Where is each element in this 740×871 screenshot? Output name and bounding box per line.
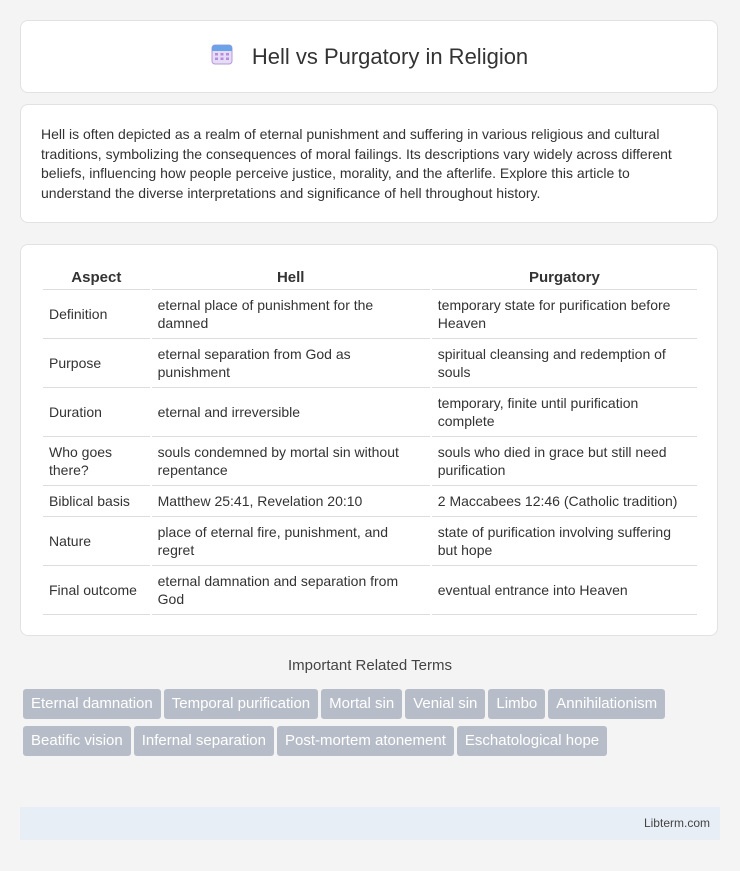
page-title: Hell vs Purgatory in Religion (251, 43, 529, 69)
table-row (43, 517, 697, 566)
cell-purgatory: spiritual cleansing and redemption of souls (432, 339, 697, 388)
related-term-tag[interactable]: Eternal damnation (23, 689, 161, 719)
related-term-tag[interactable]: Post-mortem atonement (277, 726, 454, 756)
cell-purgatory: 2 Maccabees 12:46 (Catholic tradition) (432, 486, 697, 517)
related-term-tag[interactable]: Temporal purification (164, 689, 318, 719)
related-term-tag[interactable]: Annihilationism (548, 689, 665, 719)
table-row (43, 388, 697, 437)
intro-text: Hell is often depicted as a realm of eternal punishment and suffering in various religious and cultural traditions, symbolizing the consequences of moral failings. Its descriptions vary widely across different beliefs, influencing how people perceive justice, morality, and the afterlife. Explore this article to understand the diverse interpretations and significance of hell throughout history. (41, 126, 672, 201)
cell-hell: eternal damnation and separation from God (152, 566, 430, 615)
comparison-table (41, 265, 699, 615)
related-term-tag[interactable]: Mortal sin (321, 689, 402, 719)
table-row (43, 566, 697, 615)
cell-purgatory: temporary state for purification before Heaven (432, 290, 697, 339)
related-term-tag[interactable]: Limbo (488, 689, 545, 719)
related-term-tag[interactable]: Beatific vision (23, 726, 131, 756)
related-term-tag[interactable]: Eschatological hope (457, 726, 607, 756)
header-hell: Hell (152, 265, 430, 290)
cell-purgatory: souls who died in grace but still need purification (432, 437, 697, 486)
footer (20, 807, 720, 840)
cell-aspect: Duration (43, 388, 150, 437)
table-row (43, 437, 697, 486)
header-aspect: Aspect (43, 265, 150, 290)
cell-aspect: Definition (43, 290, 150, 339)
cell-purgatory: eventual entrance into Heaven (432, 566, 697, 615)
calendar-icon (210, 42, 234, 71)
footer-site-link[interactable]: Libterm.com (643, 816, 710, 830)
cell-hell: eternal and irreversible (152, 388, 430, 437)
table-row (43, 339, 697, 388)
header-purgatory: Purgatory (432, 265, 697, 290)
cell-hell: eternal separation from God as punishment (152, 339, 430, 388)
related-terms-title: Important Related Terms (288, 657, 452, 674)
cell-aspect: Biblical basis (43, 486, 150, 517)
cell-aspect: Nature (43, 517, 150, 566)
table-row (43, 486, 697, 517)
related-term-tag[interactable]: Venial sin (405, 689, 485, 719)
cell-aspect: Who goes there? (43, 437, 150, 486)
cell-hell: souls condemned by mortal sin without repentance (152, 437, 430, 486)
cell-purgatory: temporary, finite until purification complete (432, 388, 697, 437)
header-card (20, 20, 718, 93)
table-header-row (43, 265, 697, 290)
cell-purgatory: state of purification involving suffering but hope (432, 517, 697, 566)
comparison-card (20, 244, 718, 636)
table-row (43, 290, 697, 339)
cell-hell: Matthew 25:41, Revelation 20:10 (152, 486, 430, 517)
cell-aspect: Purpose (43, 339, 150, 388)
intro-card (20, 104, 718, 223)
cell-hell: eternal place of punishment for the damned (152, 290, 430, 339)
related-term-tag[interactable]: Infernal separation (134, 726, 274, 756)
cell-hell: place of eternal fire, punishment, and regret (152, 517, 430, 566)
related-terms-list (23, 689, 713, 763)
cell-aspect: Final outcome (43, 566, 150, 615)
